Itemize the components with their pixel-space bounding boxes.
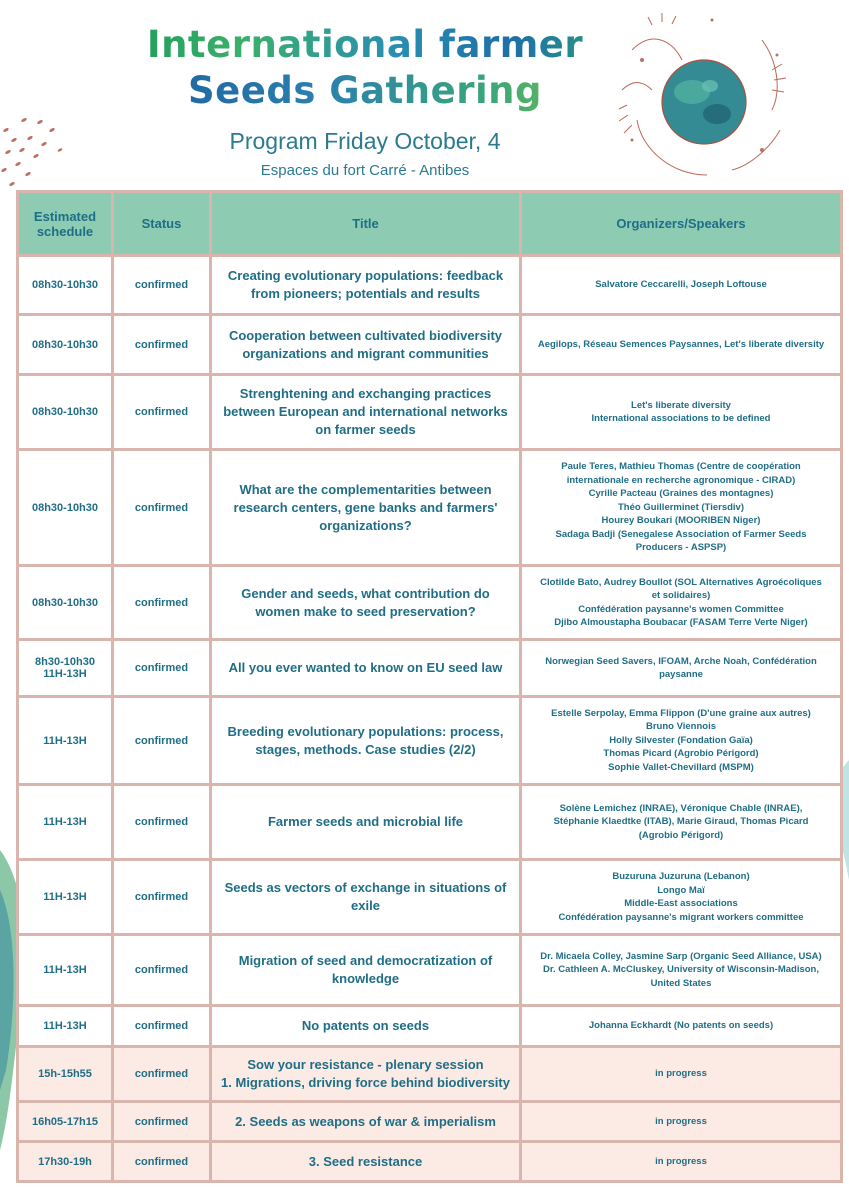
table-row	[19, 936, 840, 1004]
title-text: organizations and migrant communities	[242, 345, 489, 361]
status-text: confirmed	[134, 662, 189, 674]
schedule-text: 08h30-10h30	[31, 279, 99, 291]
title-text: 3. Seed resistance	[308, 1153, 423, 1169]
title-text: What are the complementarities between	[239, 481, 492, 497]
table-row	[19, 1048, 840, 1100]
title-cell	[212, 451, 519, 564]
title-line-1: International farmer	[120, 22, 610, 68]
speaker-text: Clotilde Bato, Audrey Boullot (SOL Alternatives Agroécoliques	[540, 576, 822, 588]
speakers-cell	[522, 936, 840, 1004]
speaker-text: Let's liberate diversity	[631, 399, 731, 411]
schedule-text: 08h30-10h30	[31, 501, 99, 514]
title-text: 1. Migrations, driving force behind biodiversity	[221, 1075, 510, 1090]
speaker-text: Confédération paysanne's women Committee	[578, 603, 784, 615]
speakers-cell	[522, 1048, 840, 1100]
schedule-text: 8h30-10h30	[35, 656, 95, 668]
speaker-text: Estelle Serpolay, Emma Flippon (D'une graine aux autres)	[551, 707, 811, 719]
title-text: Cooperation between cultivated biodiversity	[228, 327, 503, 343]
speaker-text: Buzuruna Juzuruna (Lebanon)	[612, 871, 750, 882]
title-cell	[212, 641, 519, 695]
title-cell	[212, 936, 519, 1004]
schedule-cell	[19, 1143, 111, 1180]
table-row	[19, 1103, 840, 1140]
title-cell	[212, 1048, 519, 1100]
title-text: Farmer seeds and microbial life	[267, 814, 464, 829]
speaker-text: (Agrobio Périgord)	[638, 829, 724, 841]
speakers-cell	[522, 257, 840, 313]
status-cell	[114, 451, 209, 564]
schedule-cell	[19, 936, 111, 1004]
schedule-cell	[19, 641, 111, 695]
status-text: confirmed	[134, 1068, 189, 1080]
status-cell	[114, 786, 209, 858]
table-row	[19, 861, 840, 933]
schedule-cell	[19, 316, 111, 373]
speakers-cell	[522, 786, 840, 858]
title-text: Seeds as vectors of exchange in situations of	[224, 880, 507, 895]
speaker-text: Théo Guillerminet (Tiersdiv)	[618, 501, 744, 513]
title-cell	[212, 567, 519, 638]
status-cell	[114, 1103, 209, 1140]
speakers-cell	[522, 641, 840, 695]
table-row	[19, 316, 840, 373]
schedule-text: 15h-15h55	[38, 1068, 92, 1080]
table-header-row	[19, 193, 840, 254]
speaker-text: United States	[650, 977, 712, 989]
program-date: Program Friday October, 4	[229, 128, 501, 154]
table-row	[19, 376, 840, 448]
speaker-text: Confédération paysanne's migrant workers committee	[558, 911, 804, 923]
program-table	[16, 190, 843, 1183]
schedule-text: 16h05-17h15	[31, 1115, 99, 1128]
speaker-text: Norwegian Seed Savers, IFOAM, Arche Noah, Confédération	[545, 655, 817, 667]
schedule-cell	[19, 567, 111, 638]
speaker-text: Dr. Cathleen A. McCluskey, University of Wisconsin-Madison,	[542, 964, 819, 976]
schedule-text: 11H-13H	[43, 668, 87, 680]
table-row	[19, 641, 840, 695]
venue: Espaces du fort Carré - Antibes	[260, 162, 470, 179]
title-cell	[212, 786, 519, 858]
speakers-cell	[522, 376, 840, 448]
status-text: confirmed	[134, 734, 189, 747]
status-cell	[114, 861, 209, 933]
title-text: stages, methods. Case studies (2/2)	[255, 741, 476, 757]
title-text: All you ever wanted to know on EU seed law	[228, 660, 503, 675]
schedule-text: 17h30-19h	[38, 1155, 92, 1168]
table-row	[19, 451, 840, 564]
event-title	[120, 22, 610, 114]
title-text: Sow your resistance - plenary session	[247, 1057, 484, 1072]
speakers-cell	[522, 1143, 840, 1180]
title-cell	[212, 257, 519, 313]
title-line-2: Seeds Gathering	[120, 68, 610, 114]
title-text: Breeding evolutionary populations: process,	[227, 723, 504, 739]
speaker-text: Holly Silvester (Fondation Gaïa)	[609, 734, 753, 746]
speaker-text: Djibo Almoustapha Boubacar (FASAM Terre Verte Niger)	[554, 617, 808, 628]
schedule-text: 11H-13H	[43, 891, 87, 903]
schedule-cell	[19, 376, 111, 448]
schedule-cell	[19, 786, 111, 858]
speakers-cell	[522, 1007, 840, 1045]
speaker-text: Producers - ASPSP)	[635, 542, 727, 554]
column-header-status: Status	[114, 193, 209, 254]
status-text: confirmed	[134, 891, 189, 903]
table-row	[19, 698, 840, 783]
schedule-text: 08h30-10h30	[31, 338, 99, 351]
title-text: knowledge	[331, 971, 400, 986]
column-header-title: Title	[212, 193, 519, 254]
speaker-text: Thomas Picard (Agrobio Périgord)	[603, 748, 759, 760]
title-cell	[212, 1103, 519, 1140]
status-cell	[114, 257, 209, 313]
title-text: organizations?	[319, 517, 412, 533]
title-text: 2. Seeds as weapons of war & imperialism	[235, 1113, 496, 1129]
table-row	[19, 567, 840, 638]
schedule-text: 11H-13H	[43, 734, 87, 747]
column-header-speakers: Organizers/Speakers	[522, 193, 840, 254]
speaker-text: Solène Lemichez (INRAE), Véronique Chable (INRAE),	[559, 802, 803, 814]
table-row	[19, 1143, 840, 1180]
speaker-text: Hourey Boukari (MOORIBEN Niger)	[601, 515, 761, 527]
schedule-text: 11H-13H	[43, 964, 87, 976]
title-text: Gender and seeds, what contribution do	[241, 585, 490, 601]
title-text: No patents on seeds	[301, 1018, 430, 1033]
speaker-text: Sophie Vallet-Chevillard (MSPM)	[608, 761, 754, 773]
title-cell	[212, 376, 519, 448]
speaker-text: paysanne	[659, 669, 703, 680]
title-text: exile	[351, 898, 380, 913]
status-cell	[114, 316, 209, 373]
speaker-text: Bruno Viennois	[645, 721, 717, 733]
speaker-text: in progress	[655, 1068, 707, 1080]
status-text: confirmed	[134, 596, 189, 609]
status-cell	[114, 698, 209, 783]
table-row	[19, 257, 840, 313]
speaker-text: Middle-East associations	[624, 898, 738, 909]
status-cell	[114, 1007, 209, 1045]
status-text: confirmed	[134, 964, 189, 976]
speaker-text: International associations to be defined	[591, 413, 771, 424]
title-text: women make to seed preservation?	[255, 603, 476, 619]
status-text: confirmed	[134, 279, 189, 291]
status-cell	[114, 1048, 209, 1100]
title-text: Strenghtening and exchanging practices	[239, 386, 492, 401]
title-text: on farmer seeds	[315, 422, 416, 437]
speakers-cell	[522, 1103, 840, 1140]
status-cell	[114, 567, 209, 638]
column-header-schedule: Estimated schedule	[19, 193, 111, 254]
title-cell	[212, 861, 519, 933]
schedule-text: 08h30-10h30	[31, 596, 99, 609]
title-cell	[212, 1143, 519, 1180]
title-text: between European and international networks	[223, 404, 508, 419]
title-cell	[212, 698, 519, 783]
schedule-text: 08h30-10h30	[31, 406, 99, 418]
schedule-cell	[19, 1048, 111, 1100]
speakers-cell	[522, 316, 840, 373]
status-text: confirmed	[134, 501, 189, 514]
status-cell	[114, 936, 209, 1004]
title-text: Creating evolutionary populations: feedback	[227, 268, 504, 283]
schedule-cell	[19, 257, 111, 313]
program-body	[19, 257, 840, 1180]
speaker-text: Sadaga Badji (Senegalese Association of Farmer Seeds	[555, 528, 807, 540]
speaker-text: Salvatore Ceccarelli, Joseph Loftouse	[595, 279, 767, 291]
schedule-cell	[19, 698, 111, 783]
speaker-text: in progress	[655, 1155, 707, 1167]
table-row	[19, 786, 840, 858]
status-cell	[114, 376, 209, 448]
globe-illustration	[612, 10, 792, 185]
title-cell	[212, 1007, 519, 1045]
schedule-cell	[19, 451, 111, 564]
speaker-text: Longo Maï	[657, 884, 705, 896]
speaker-text: Paule Teres, Mathieu Thomas (Centre de coopération	[561, 461, 801, 473]
status-text: confirmed	[134, 406, 189, 418]
speakers-cell	[522, 861, 840, 933]
speakers-cell	[522, 698, 840, 783]
speaker-text: Dr. Micaela Colley, Jasmine Sarp (Organic Seed Alliance, USA)	[540, 950, 822, 962]
speaker-text: Aegilops, Réseau Semences Paysannes, Let's liberate diversity	[537, 338, 825, 350]
schedule-cell	[19, 1103, 111, 1140]
schedule-cell	[19, 1007, 111, 1045]
speaker-text: internationale en recherche agronomique - CIRAD)	[566, 474, 796, 486]
status-text: confirmed	[134, 1020, 189, 1032]
schedule-text: 11H-13H	[43, 816, 87, 828]
speakers-cell	[522, 567, 840, 638]
speakers-cell	[522, 451, 840, 564]
title-cell	[212, 316, 519, 373]
table-row	[19, 1007, 840, 1045]
schedule-text: 11H-13H	[43, 1020, 87, 1032]
title-text: Migration of seed and democratization of	[238, 953, 493, 968]
speaker-text: in progress	[655, 1115, 707, 1127]
title-text: research centers, gene banks and farmers'	[233, 499, 498, 515]
speaker-text: Johanna Eckhardt (No patents on seeds)	[588, 1020, 774, 1032]
status-cell	[114, 1143, 209, 1180]
speaker-text: Stéphanie Klaedtke (ITAB), Marie Giraud, Thomas Picard	[553, 816, 809, 828]
speaker-text: Cyrille Pacteau (Graines des montagnes)	[588, 488, 774, 500]
status-text: confirmed	[134, 816, 189, 828]
schedule-cell	[19, 861, 111, 933]
title-text: from pioneers; potentials and results	[251, 286, 480, 301]
status-text: confirmed	[134, 1155, 189, 1168]
speaker-text: et solidaires)	[651, 590, 711, 601]
status-text: confirmed	[134, 1115, 189, 1128]
status-text: confirmed	[134, 338, 189, 351]
status-cell	[114, 641, 209, 695]
